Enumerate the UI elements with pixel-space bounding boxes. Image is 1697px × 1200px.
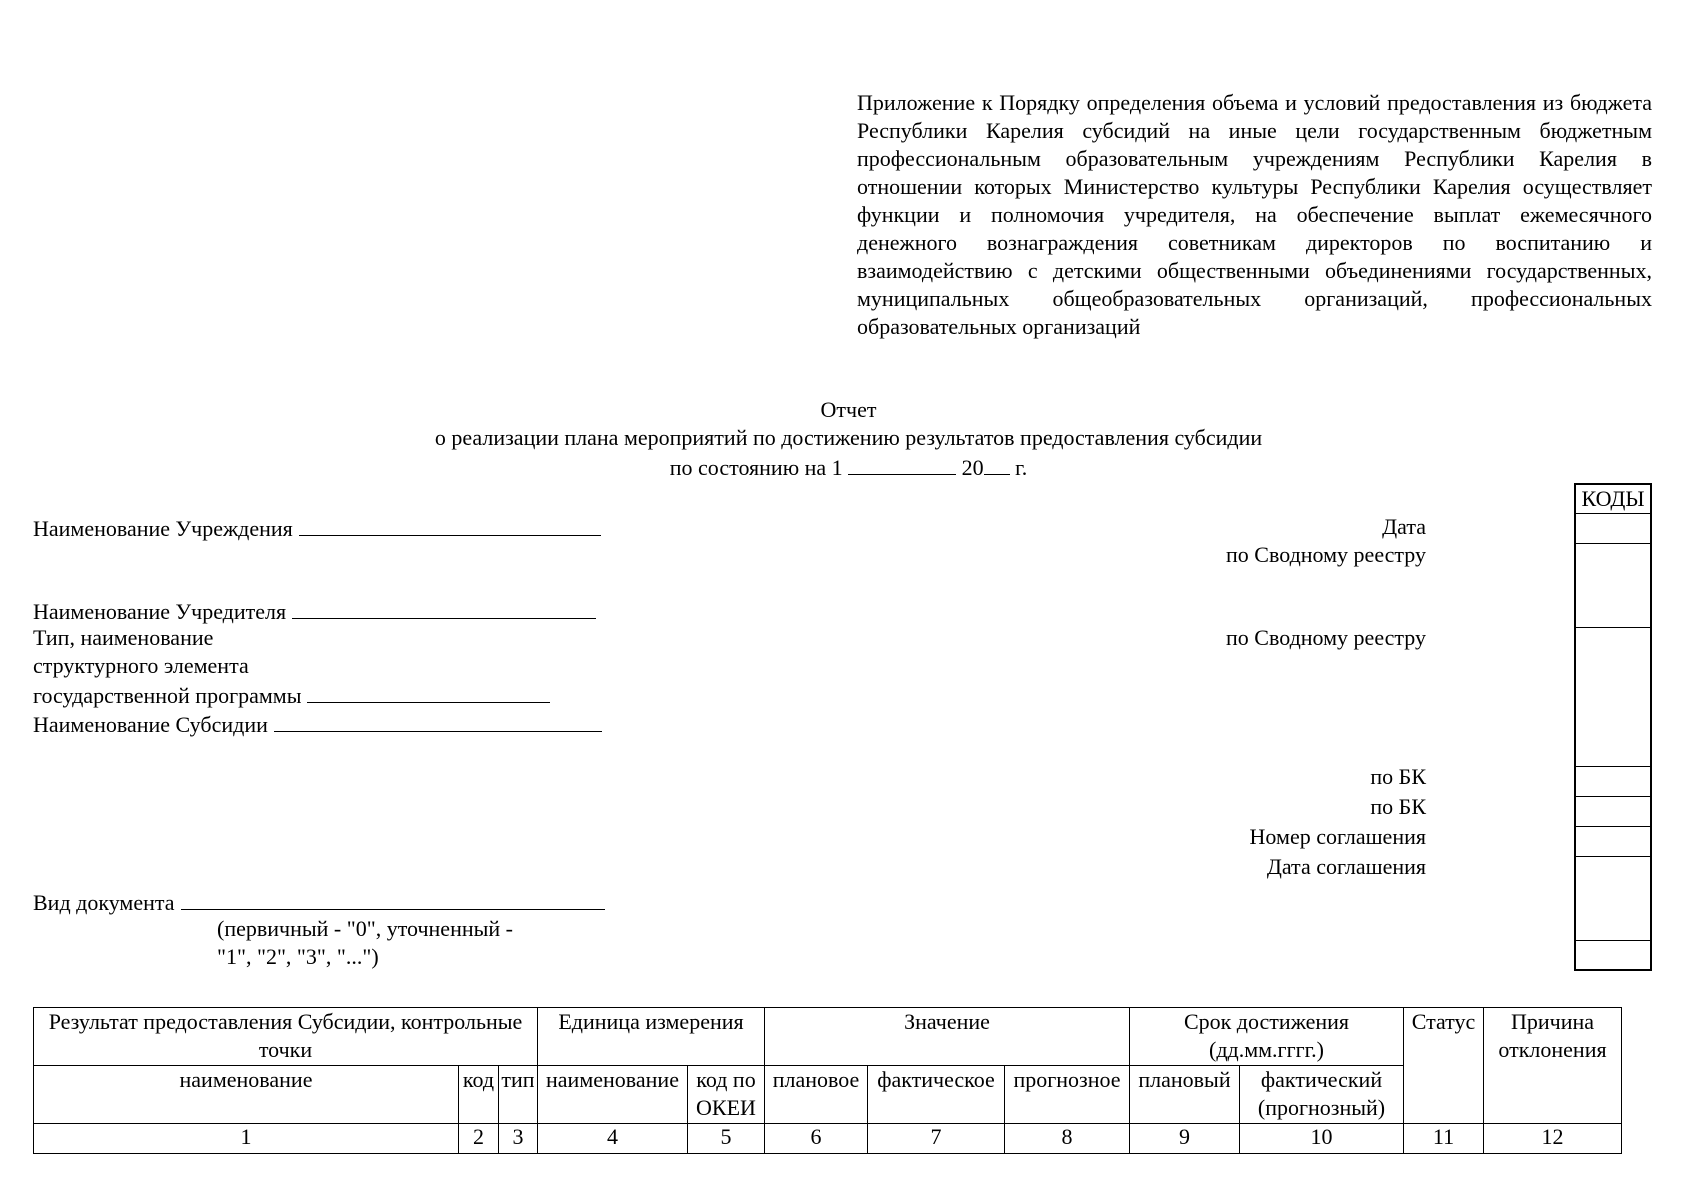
doc-type-hint-line1: (первичный - "0", уточненный -	[217, 916, 513, 941]
column-number: 9	[1130, 1124, 1240, 1154]
codes-cell-registry-1[interactable]	[1576, 543, 1650, 627]
subsidy-field	[33, 709, 602, 739]
codes-cell-agreement-number[interactable]	[1576, 826, 1650, 856]
th-deadline-actual: фактический (прогнозный)	[1240, 1066, 1404, 1124]
founder-field	[33, 596, 596, 626]
program-input[interactable]	[307, 680, 550, 703]
th-deadline-planned: плановый	[1130, 1066, 1240, 1124]
th-unit: Единица измерения	[538, 1008, 765, 1066]
th-value: Значение	[765, 1008, 1130, 1066]
report-year-prefix: 20	[961, 455, 984, 480]
th-unit-name: наименование	[538, 1066, 688, 1124]
doc-type-input[interactable]	[181, 887, 605, 910]
codes-cell-date[interactable]	[1576, 513, 1650, 543]
report-year-blank[interactable]	[984, 452, 1010, 475]
table-group-header-row	[34, 1008, 1622, 1066]
th-result: Результат предоставления Субсидии, контрольные точки	[34, 1008, 538, 1066]
codes-label-bk-1: по БК	[1370, 764, 1426, 789]
program-label-line2: структурного элемента	[33, 653, 249, 678]
th-deadline: Срок достижения (дд.мм.гггг.)	[1130, 1008, 1404, 1066]
th-type: тип	[499, 1066, 538, 1124]
column-number: 7	[868, 1124, 1005, 1154]
codes-cell-bk-2[interactable]	[1576, 796, 1650, 826]
codes-label-bk-2: по БК	[1370, 794, 1426, 819]
codes-label-registry-2: по Сводному реестру	[1226, 625, 1426, 650]
results-table	[33, 1007, 1622, 1154]
codes-label-agreement-number: Номер соглашения	[1249, 824, 1426, 849]
codes-header: КОДЫ	[1581, 486, 1645, 511]
founder-input[interactable]	[292, 596, 596, 619]
th-forecast: прогнозное	[1005, 1066, 1130, 1124]
report-title: Отчет	[820, 397, 877, 422]
report-date-line	[0, 452, 1697, 482]
column-number: 2	[459, 1124, 499, 1154]
program-label-line1: Тип, наименование	[33, 625, 214, 650]
th-planned: плановое	[765, 1066, 868, 1124]
report-date-prefix: по состоянию на 1	[669, 455, 843, 480]
codes-cell-registry-2[interactable]	[1576, 627, 1650, 766]
doc-type-hint-line2: "1", "2", "3", "...")	[217, 944, 379, 969]
codes-cell-doc-type[interactable]	[1576, 940, 1650, 969]
institution-input[interactable]	[299, 513, 601, 536]
th-code: код	[459, 1066, 499, 1124]
codes-label-date: Дата	[1382, 514, 1426, 539]
column-number: 6	[765, 1124, 868, 1154]
codes-cell-bk-1[interactable]	[1576, 766, 1650, 796]
th-okei: код по ОКЕИ	[688, 1066, 765, 1124]
column-number: 4	[538, 1124, 688, 1154]
column-number: 12	[1484, 1124, 1622, 1154]
doc-type-field	[33, 887, 605, 917]
table-column-numbers-row	[34, 1124, 1622, 1154]
report-year-suffix: г.	[1015, 455, 1028, 480]
report-subtitle: о реализации плана мероприятий по достижению результатов предоставления субсидии	[434, 425, 1263, 450]
report-day-month-blank[interactable]	[848, 452, 956, 475]
codes-label-registry-1: по Сводному реестру	[1226, 542, 1426, 567]
founder-label: Наименование Учредителя	[33, 599, 287, 624]
codes-label-agreement-date: Дата соглашения	[1266, 854, 1426, 879]
column-number: 11	[1404, 1124, 1484, 1154]
column-number: 10	[1240, 1124, 1404, 1154]
column-number: 1	[34, 1124, 459, 1154]
subsidy-label: Наименование Субсидии	[33, 712, 268, 737]
institution-field	[33, 513, 601, 543]
appendix-text: Приложение к Порядку определения объема и условий предоставления из бюджета Республики Карелия субсидий на иные цели государственным бюджетным профессиональным образовательным учреждениям Республики Карелия в отношении которых Министерство культуры Республики Карелия осуществляет функции и полномочия учредителя, на обеспечение выплат ежемесячного денежного вознаграждения советникам директоров по воспитанию и взаимодействию с детскими общественными объединениями государственных, муниципальных общеобразовательных организаций, профессиональных образовательных организаций	[857, 90, 1652, 339]
th-status: Статус	[1404, 1008, 1484, 1124]
th-name: наименование	[34, 1066, 459, 1124]
th-reason: Причина отклонения	[1484, 1008, 1622, 1124]
doc-type-label: Вид документа	[33, 890, 175, 915]
th-actual: фактическое	[868, 1066, 1005, 1124]
program-field	[33, 680, 550, 710]
codes-cell-agreement-date[interactable]	[1576, 856, 1650, 940]
program-label-line3: государственной программы	[33, 683, 302, 708]
column-number: 5	[688, 1124, 765, 1154]
codes-column	[1574, 483, 1652, 971]
table-sub-header-row	[34, 1066, 1622, 1124]
column-number: 8	[1005, 1124, 1130, 1154]
subsidy-input[interactable]	[274, 709, 602, 732]
column-number: 3	[499, 1124, 538, 1154]
institution-label: Наименование Учреждения	[33, 516, 293, 541]
